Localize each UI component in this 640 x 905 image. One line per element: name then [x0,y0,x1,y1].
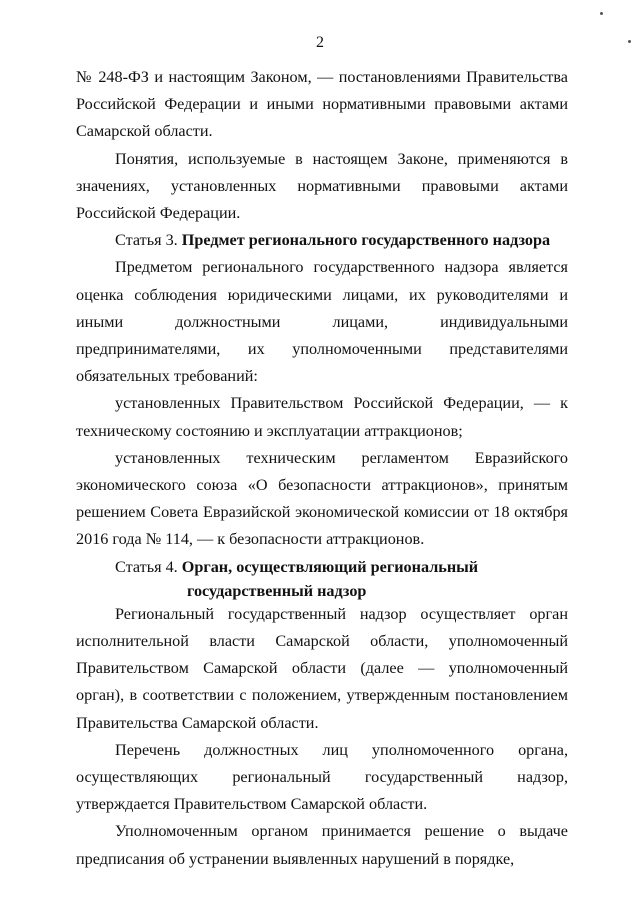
article-4-title-line2: государственный надзор [187,581,367,600]
article-3-heading [76,227,568,254]
paragraph: Уполномоченным органом принимается решение о выдаче предписания об устранении выявленных нарушений в порядке, [76,822,568,868]
article-4-heading [76,554,568,601]
article-4-title-line1: Орган, осуществляющий региональный [181,557,479,576]
article-3-prefix: Статья 3. [115,231,178,250]
paragraph: Перечень должностных лиц уполномоченного органа, осуществляющих региональный государственный надзор, утверждается Правительством Самарской области. [76,740,568,814]
paragraph: № 248-ФЗ и настоящим Законом, — постановлениями Правительства Российской Федерации и иными нормативными правовыми актами Самарской области. [76,68,568,141]
article-3-title: Предмет регионального государственного надзора [181,231,551,250]
page-number: 2 [316,34,324,51]
paragraph: установленных техническим регламентом Евразийского экономического союза «О безопасности аттракционов», принятым решением Совета Евразийской экономической комиссии от 18 октября 2016 года № 114, — к безопасности аттракционов. [76,448,568,549]
article-4-prefix: Статья 4. [115,557,178,576]
paragraph: Предметом регионального государственного надзора является оценка соблюдения юридическими лицами, их руководителями и иными должностными лицами, индивидуальными предпринимателями, их уполномоченными представителями обязательных требований: [76,258,568,386]
document-body [76,64,568,873]
scan-speck [600,12,603,15]
paragraph: установленных Правительством Российской Федерации, — к техническому состоянию и эксплуатации аттракционов; [76,394,568,440]
scan-speck [628,40,631,43]
paragraph: Понятия, используемые в настоящем Законе, применяются в значениях, установленных нормативными правовыми актами Российской Федерации. [76,149,568,223]
paragraph: Региональный государственный надзор осуществляет орган исполнительной власти Самарской области, уполномоченный Правительством Самарской области (далее — уполномоченный орган), в соответствии с положением, утвержденным постановлением Правительства Самарской области. [76,604,568,732]
